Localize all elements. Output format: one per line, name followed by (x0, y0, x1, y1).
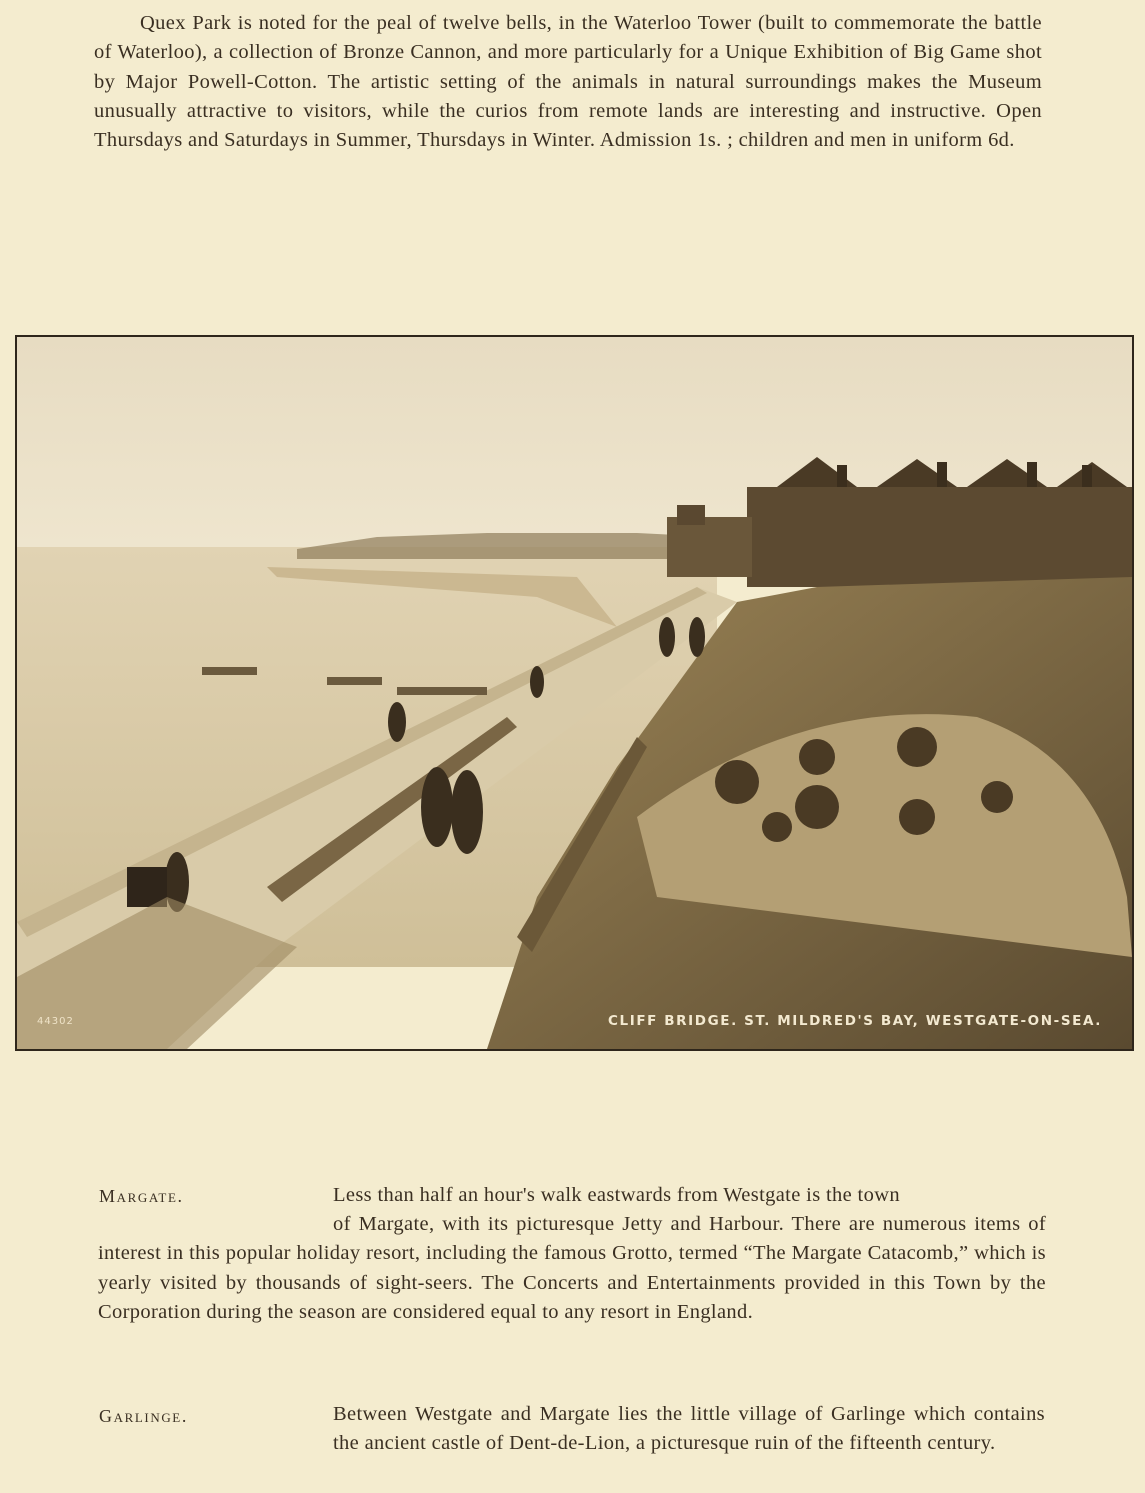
margate-paragraph: of Margate, with its picturesque Jetty and Harbour. There are numerous items of interest in this popular holiday resort, including the famous Grotto, termed “The Margate Catacomb,” which is yearly visited by thousands of sight-seers. The Concerts and Entertainments provided in this Town by the Corporation during the season are considered equal to any resort in England. (98, 1213, 1046, 1323)
garlinge-paragraph: Between Westgate and Margate lies the little village of Garlinge which contains the ancient castle of Dent-de-Lion, a picturesque ruin of the fifteenth century. (333, 1403, 1045, 1455)
margate-heading: Margate. (99, 1186, 184, 1206)
photograph (15, 335, 1134, 1051)
photo-number: 44302 (37, 1016, 74, 1027)
photo-caption: CLIFF BRIDGE. ST. MILDRED'S BAY, WESTGATE-ON-SEA. (608, 1013, 1102, 1029)
intro-paragraph: Quex Park is noted for the peal of twelve bells, in the Waterloo Tower (built to commemorate the battle of Waterloo), a collection of Bronze Cannon, and more particularly for a Unique Exhibition of Big Game shot by Major Powell-Cotton. The artistic setting of the animals in natural surroundings makes the Museum unusually attractive to visitors, while the curios from remote lands are interesting and instructive. Open Thursdays and Saturdays in Summer, Thursdays in Winter. Admission 1s. ; children and men in uniform 6d. (94, 12, 1042, 152)
margate-first-line: Less than half an hour's walk eastwards from Westgate is the town (333, 1184, 900, 1206)
garlinge-heading: Garlinge. (99, 1406, 188, 1426)
photo-illustration (17, 337, 1132, 1049)
